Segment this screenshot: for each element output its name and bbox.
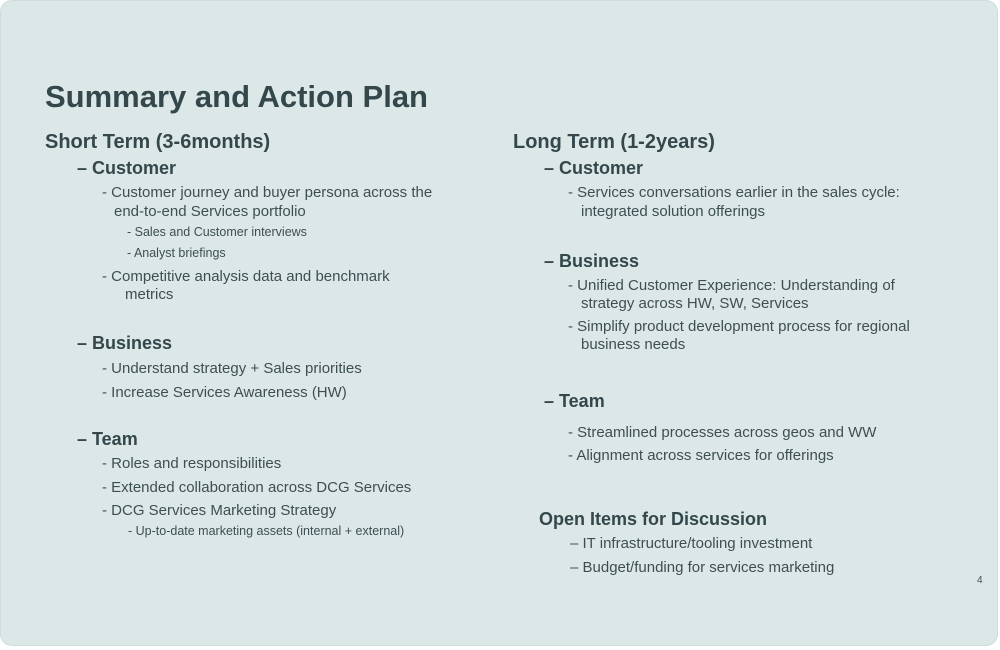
short-term-customer-item-2-line-1: - Competitive analysis data and benchmark [102,268,390,285]
open-items-item-2: – Budget/funding for services marketing [570,559,835,576]
long-term-customer-item-1-line-1: - Services conversations earlier in the sales cycle: [568,184,900,201]
long-term-team-item-2: - Alignment across services for offerings [568,447,834,464]
long-term-business-item-2-line-1: - Simplify product development process for regional [568,318,910,335]
long-term-team-heading: – Team [544,391,605,411]
long-term-business-heading: – Business [544,251,640,271]
long-term-team-item-1: - Streamlined processes across geos and WW [568,424,877,441]
long-term-customer-item-1-line-2: integrated solution offerings [581,203,766,220]
short-term-customer-heading: – Customer [77,158,177,178]
short-term-customer-sub-1: - Sales and Customer interviews [127,225,307,239]
long-term-business-item-1-line-1: - Unified Customer Experience: Understanding of [568,277,895,294]
short-term-business-item-2: - Increase Services Awareness (HW) [102,384,347,401]
short-term-team-item-2: - Extended collaboration across DCG Services [102,479,412,496]
short-term-team-item-3: - DCG Services Marketing Strategy [102,502,337,519]
long-term-business-item-1-line-2: strategy across HW, SW, Services [581,295,809,312]
short-term-business-item-1: - Understand strategy + Sales priorities [102,360,362,377]
short-term-team-item-1: - Roles and responsibilities [102,455,282,472]
short-term-team-heading: – Team [77,429,138,449]
short-term-customer-item-1-line-1: - Customer journey and buyer persona across the [102,184,433,201]
long-term-customer-heading: – Customer [544,158,644,178]
short-term-customer-item-2-line-2: metrics [125,286,174,303]
short-term-team-sub-1: - Up-to-date marketing assets (internal + external) [128,524,405,538]
short-term-customer-item-1-line-2: end-to-end Services portfolio [114,203,306,220]
short-term-heading: Short Term (3-6months) [45,131,271,153]
short-term-customer-sub-2: - Analyst briefings [127,246,226,260]
short-term-business-heading: – Business [77,333,173,353]
page-number: 4 [977,575,983,586]
long-term-business-item-2-line-2: business needs [581,336,686,353]
open-items-heading: Open Items for Discussion [539,509,768,529]
open-items-item-1: – IT infrastructure/tooling investment [570,535,813,552]
long-term-heading: Long Term (1-2years) [513,131,715,153]
slide-title: Summary and Action Plan [45,79,428,114]
